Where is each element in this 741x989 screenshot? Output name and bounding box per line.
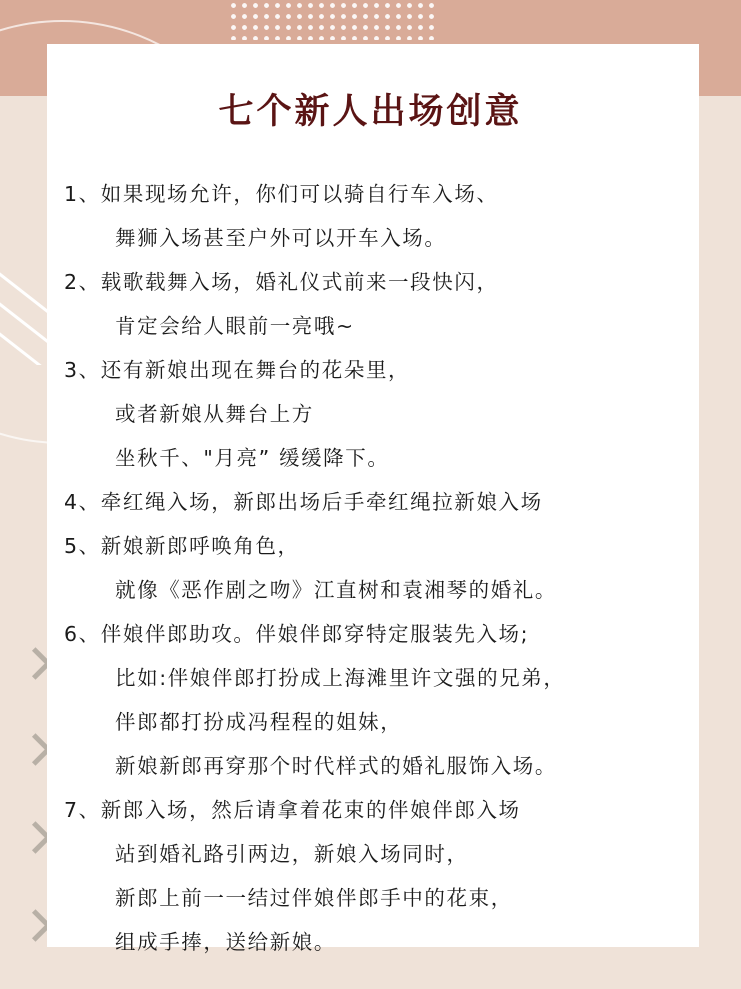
idea-text: 伴娘伴郎助攻。伴娘伴郎穿特定服装先入场; bbox=[100, 622, 530, 646]
idea-number: 1、 bbox=[64, 182, 101, 206]
idea-line bbox=[64, 260, 704, 304]
idea-item bbox=[64, 524, 704, 612]
idea-line: 比如:伴娘伴郎打扮成上海滩里许文强的兄弟， bbox=[115, 666, 566, 690]
idea-line bbox=[64, 348, 704, 392]
idea-text: 载歌载舞入场，婚礼仪式前来一段快闪， bbox=[100, 270, 499, 294]
idea-text: 新娘新郎呼唤角色， bbox=[100, 534, 300, 558]
idea-line bbox=[64, 524, 704, 568]
idea-number: 7、 bbox=[64, 798, 101, 822]
idea-line: 舞狮入场甚至户外可以开车入场。 bbox=[115, 226, 447, 250]
idea-line: 组成手捧，送给新娘。 bbox=[115, 930, 336, 954]
idea-item bbox=[64, 480, 704, 524]
idea-line bbox=[64, 172, 704, 216]
dot-pattern bbox=[228, 0, 438, 40]
idea-item bbox=[64, 612, 704, 788]
idea-line bbox=[64, 788, 704, 832]
idea-line: 肯定会给人眼前一亮哦~ bbox=[115, 314, 355, 338]
idea-line: 新郎上前一一结过伴娘伴郎手中的花束， bbox=[115, 886, 513, 910]
idea-line: 新娘新郎再穿那个时代样式的婚礼服饰入场。 bbox=[115, 754, 557, 778]
ideas-list bbox=[64, 172, 704, 964]
idea-text: 牵红绳入场，新郎出场后手牵红绳拉新娘入场 bbox=[100, 490, 543, 514]
page-title: 七个新人出场创意 bbox=[218, 92, 523, 132]
idea-number: 5、 bbox=[64, 534, 101, 558]
idea-text: 如果现场允许，你们可以骑自行车入场、 bbox=[100, 182, 499, 206]
idea-item bbox=[64, 348, 704, 480]
idea-number: 4、 bbox=[64, 490, 101, 514]
idea-text: 还有新娘出现在舞台的花朵里， bbox=[100, 358, 411, 382]
idea-line: 伴郎都打扮成冯程程的姐妹， bbox=[115, 710, 403, 734]
idea-text: 新郎入场，然后请拿着花束的伴娘伴郎入场 bbox=[100, 798, 521, 822]
idea-line: 或者新娘从舞台上方 bbox=[115, 402, 314, 426]
idea-line: 坐秋千、"月亮” 缓缓降下。 bbox=[115, 446, 390, 470]
idea-line: 就像《恶作剧之吻》江直树和袁湘琴的婚礼。 bbox=[115, 578, 557, 602]
idea-line bbox=[64, 612, 704, 656]
idea-item bbox=[64, 788, 704, 964]
idea-item bbox=[64, 260, 704, 348]
idea-number: 6、 bbox=[64, 622, 101, 646]
idea-line bbox=[64, 480, 704, 524]
idea-line: 站到婚礼路引两边，新娘入场同时， bbox=[115, 842, 469, 866]
idea-item bbox=[64, 172, 704, 260]
idea-number: 2、 bbox=[64, 270, 101, 294]
idea-number: 3、 bbox=[64, 358, 101, 382]
